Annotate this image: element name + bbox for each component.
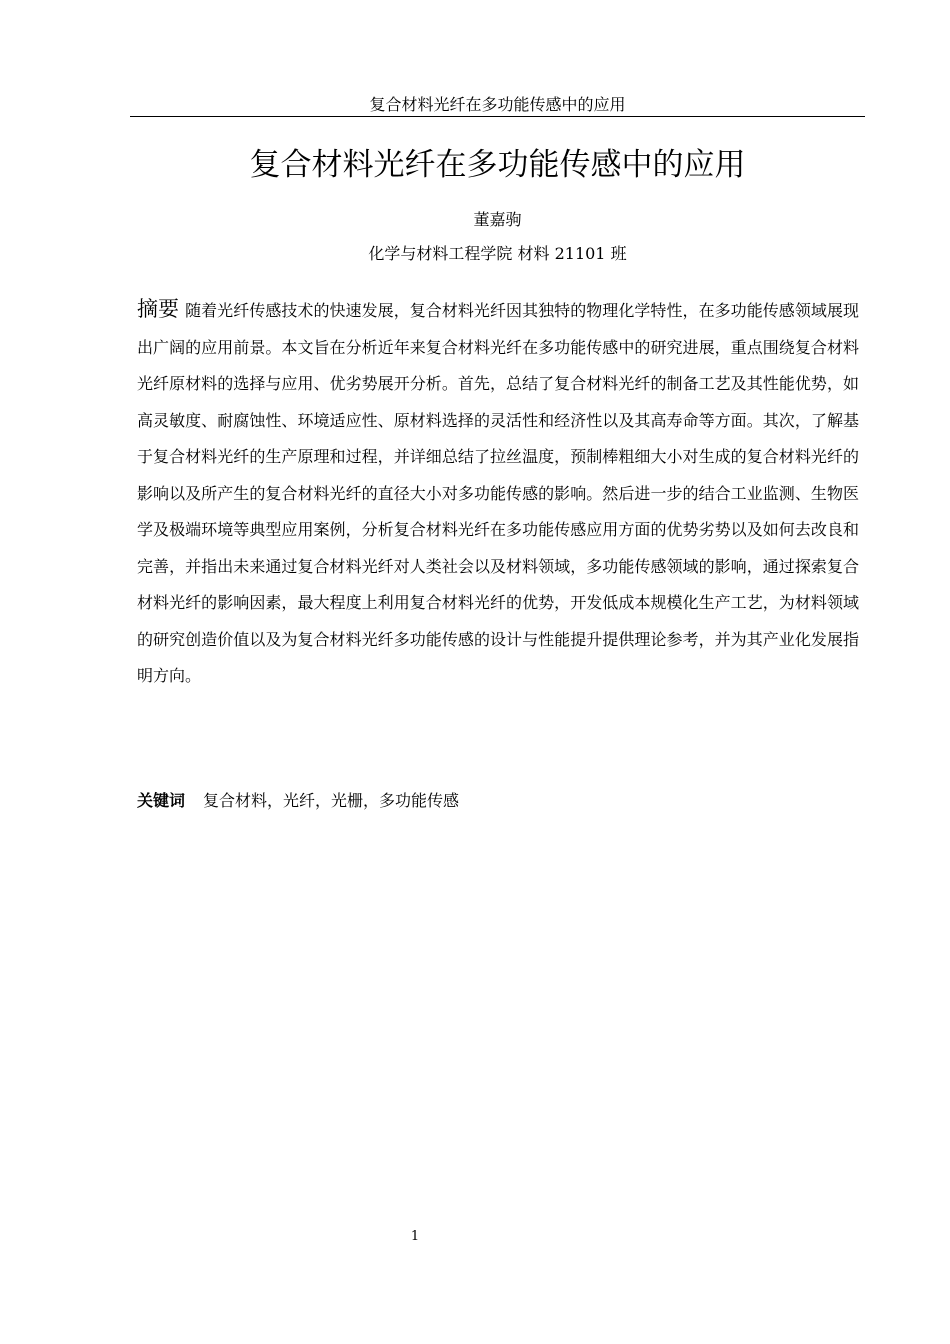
page-number: 1 [410,1229,420,1244]
keywords-label: 关键词 [137,791,186,810]
abstract-paragraph [137,291,859,695]
abstract-text: 随着光纤传感技术的快速发展，复合材料光纤因其独特的物理化学特性，在多功能传感领域展现出广阔的应用前景。本文旨在分析近年来复合材料光纤在多功能传感中的研究进展，重点围绕复合材料光纤原材料的选择与应用、优劣势展开分析。首先，总结了复合材料光纤的制备工艺及其性能优势，如高灵敏度、耐腐蚀性、环境适应性、原材料选择的灵活性和经济性以及其高寿命等方面。其次，了解基于复合材料光纤的生产原理和过程，并详细总结了拉丝温度，预制棒粗细大小对生成的复合材料光纤的影响以及所产生的复合材料光纤的直径大小对多功能传感的影响。然后进一步的结合工业监测、生物医学及极端环境等典型应用案例，分析复合材料光纤在多功能传感应用方面的优势劣势以及如何去改良和完善，并指出未来通过复合材料光纤对人类社会以及材料领域，多功能传感领域的影响，通过探索复合材料光纤的影响因素，最大程度上利用复合材料光纤的优势，开发低成本规模化生产工艺，为材料领域的研究创造价值以及为复合材料光纤多功能传感的设计与性能提升提供理论参考，并为其产业化发展指明方向。 [137,301,859,685]
header-rule [130,116,865,117]
author-affiliation: 化学与材料工程学院 材料 21101 班 [368,244,627,263]
paper-title: 复合材料光纤在多功能传感中的应用 [249,147,746,183]
keywords-text: 复合材料，光纤，光栅，多功能传感 [203,791,460,810]
keywords-line [137,790,859,812]
running-header: 复合材料光纤在多功能传感中的应用 [369,95,626,114]
abstract-label: 摘要 [137,297,180,321]
author-name: 董嘉驹 [473,210,522,229]
